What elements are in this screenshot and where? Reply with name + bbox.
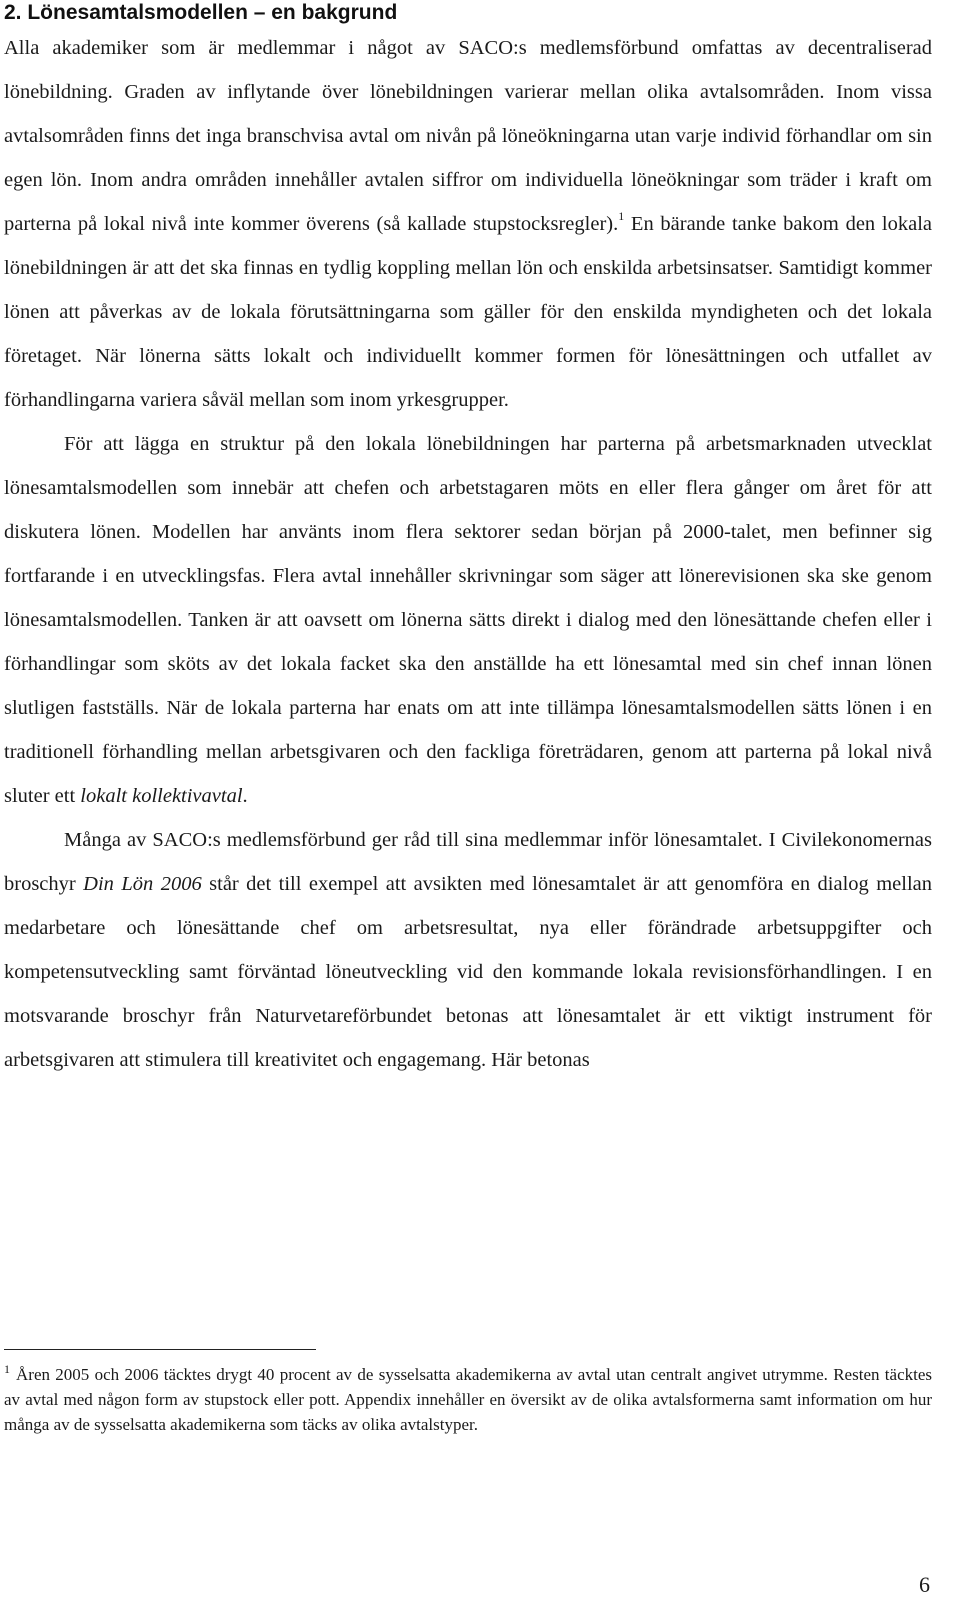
- paragraph-2: [4, 422, 932, 818]
- footnote-mark: 1: [4, 1362, 10, 1377]
- footnote-divider: [4, 1349, 316, 1350]
- footnote-reference[interactable]: 1: [618, 209, 625, 224]
- paragraph-3-text-a: Många av SACO:s medlemsförbund ger råd till sina medlemmar inför lönesamtalet. I Civilekonomernas broschyr: [4, 829, 932, 895]
- paragraph-2-emphasis: lokalt kollektivavtal: [80, 785, 243, 807]
- paragraph-2-text-b: .: [242, 785, 248, 807]
- footnote: [4, 1362, 932, 1437]
- paragraph-3: [4, 818, 932, 1082]
- paragraph-1-text-a: Alla akademiker som är medlemmar i något av SACO:s medlemsförbund omfattas av decentraliserad lönebildning. Graden av inflytande över lönebildningen varierar mellan olika avtalsområden. Inom vissa avtalsområden finns det inga branschvisa avtal om nivån på löneökningarna utan varje individ förhandlar om sin egen lön. Inom andra områden innehåller avtalen siffror om individuella löneökningar som träder i kraft om parterna på lokal nivå inte kommer överens (så kallade stupstocksregler).: [4, 37, 932, 235]
- paragraph-3-text-b: står det till exempel att avsikten med lönesamtalet är att genomföra en dialog mellan medarbetare och lönesättande chef om arbetsresultat, nya eller förändrade arbetsuppgifter och kompetensutveckling samt förväntad löneutveckling vid den kommande lokala revisionsförhandlingen. I en motsvarande broschyr från Naturvetareförbundet betonas att lönesamtalet är ett viktigt instrument för arbetsgivaren att stimulera till kreativitet och engagemang. Här betonas: [4, 873, 932, 1071]
- section-heading: 2. Lönesamtalsmodellen – en bakgrund: [4, 1, 398, 24]
- footnote-text: Åren 2005 och 2006 täcktes drygt 40 procent av de sysselsatta akademikerna av avtal utan centralt angivet utrymme. Resten täcktes av avtal med någon form av stupstock eller pott. Appendix innehåller en översikt av de olika avtalsformerna samt information om hur många av de sysselsatta akademikerna som täcks av olika avtalstyper.: [4, 1365, 932, 1434]
- paragraph-3-emphasis: Din Lön 2006: [83, 873, 202, 895]
- paragraph-1-text-b: En bärande tanke bakom den lokala lönebildningen är att det ska finnas en tydlig koppling mellan lön och enskilda arbetsinsatser. Samtidigt kommer lönen att påverkas av de lokala förutsättningarna som gäller för den enskilda myndigheten och det lokala företaget. När lönerna sätts lokalt och individuellt kommer formen för lönesättningen och utfallet av förhandlingarna variera såväl mellan som inom yrkesgrupper.: [4, 213, 932, 411]
- paragraph-2-text-a: För att lägga en struktur på den lokala lönebildningen har parterna på arbetsmarknaden utvecklat lönesamtalsmodellen som innebär att chefen och arbetstagaren möts en eller flera gånger om året för att diskutera lönen. Modellen har använts inom flera sektorer sedan början på 2000-talet, men befinner sig fortfarande i en utvecklingsfas. Flera avtal innehåller skrivningar som säger att lönerevisionen ska ske genom lönesamtalsmodellen. Tanken är att oavsett om lönerna sätts direkt i dialog med den lönesättande chefen eller i förhandlingar som sköts av det lokala facket ska den anställde ha ett lönesamtal med sin chef innan lönen slutligen fastställs. När de lokala parterna har enats om att inte tillämpa lönesamtalsmodellen sätts lönen i en traditionell förhandling mellan arbetsgivaren och den fackliga företrädaren, genom att parterna på lokal nivå sluter ett: [4, 433, 932, 807]
- page-number: 6: [919, 1572, 930, 1597]
- paragraph-1: [4, 26, 932, 422]
- document-page: [4, 0, 932, 1434]
